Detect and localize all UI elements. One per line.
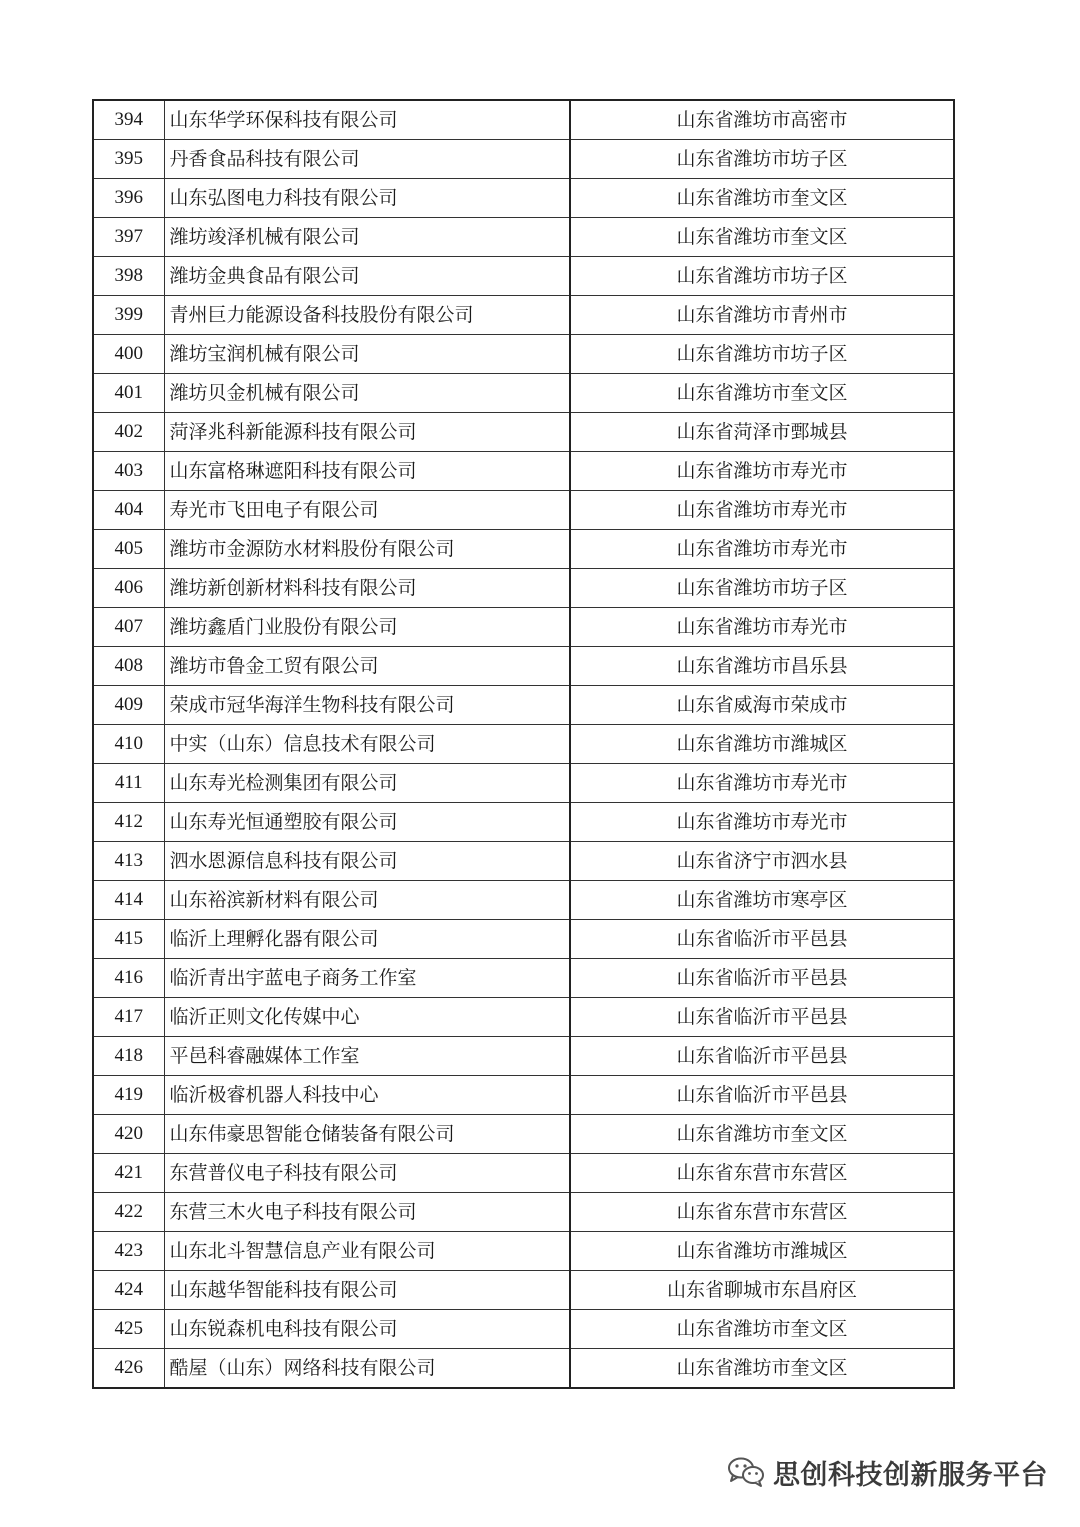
row-number: 401 bbox=[93, 374, 164, 413]
company-name: 潍坊新创新材料科技有限公司 bbox=[164, 569, 570, 608]
company-name: 东营普仪电子科技有限公司 bbox=[164, 1154, 570, 1193]
table-row bbox=[93, 764, 954, 803]
company-location: 山东省潍坊市高密市 bbox=[570, 100, 954, 140]
row-number: 403 bbox=[93, 452, 164, 491]
company-location: 山东省临沂市平邑县 bbox=[570, 920, 954, 959]
row-number: 424 bbox=[93, 1271, 164, 1310]
row-number: 420 bbox=[93, 1115, 164, 1154]
company-name: 东营三木火电子科技有限公司 bbox=[164, 1193, 570, 1232]
company-location: 山东省济宁市泗水县 bbox=[570, 842, 954, 881]
table-row bbox=[93, 335, 954, 374]
table-row bbox=[93, 1310, 954, 1349]
wechat-icon bbox=[727, 1456, 765, 1488]
company-name: 临沂青出宇蓝电子商务工作室 bbox=[164, 959, 570, 998]
row-number: 422 bbox=[93, 1193, 164, 1232]
company-name: 潍坊竣泽机械有限公司 bbox=[164, 218, 570, 257]
company-location: 山东省潍坊市潍城区 bbox=[570, 1232, 954, 1271]
row-number: 398 bbox=[93, 257, 164, 296]
company-location: 山东省潍坊市潍城区 bbox=[570, 725, 954, 764]
company-name: 山东寿光恒通塑胶有限公司 bbox=[164, 803, 570, 842]
company-location: 山东省潍坊市奎文区 bbox=[570, 218, 954, 257]
company-name: 临沂上理孵化器有限公司 bbox=[164, 920, 570, 959]
company-name: 山东华学环保科技有限公司 bbox=[164, 100, 570, 140]
company-name: 潍坊市鲁金工贸有限公司 bbox=[164, 647, 570, 686]
company-location: 山东省潍坊市寿光市 bbox=[570, 530, 954, 569]
table-row bbox=[93, 959, 954, 998]
company-location: 山东省潍坊市奎文区 bbox=[570, 179, 954, 218]
company-name: 菏泽兆科新能源科技有限公司 bbox=[164, 413, 570, 452]
row-number: 413 bbox=[93, 842, 164, 881]
row-number: 421 bbox=[93, 1154, 164, 1193]
company-location: 山东省潍坊市寒亭区 bbox=[570, 881, 954, 920]
company-name: 潍坊金典食品有限公司 bbox=[164, 257, 570, 296]
table-row bbox=[93, 647, 954, 686]
company-name: 丹香食品科技有限公司 bbox=[164, 140, 570, 179]
company-location: 山东省潍坊市寿光市 bbox=[570, 452, 954, 491]
table-row bbox=[93, 218, 954, 257]
company-name: 临沂正则文化传媒中心 bbox=[164, 998, 570, 1037]
table-row bbox=[93, 296, 954, 335]
row-number: 394 bbox=[93, 100, 164, 140]
company-name: 泗水恩源信息科技有限公司 bbox=[164, 842, 570, 881]
company-location: 山东省潍坊市坊子区 bbox=[570, 257, 954, 296]
company-location: 山东省聊城市东昌府区 bbox=[570, 1271, 954, 1310]
row-number: 400 bbox=[93, 335, 164, 374]
row-number: 419 bbox=[93, 1076, 164, 1115]
row-number: 402 bbox=[93, 413, 164, 452]
company-name: 潍坊市金源防水材料股份有限公司 bbox=[164, 530, 570, 569]
table-row bbox=[93, 257, 954, 296]
company-name: 山东伟豪思智能仓储装备有限公司 bbox=[164, 1115, 570, 1154]
table-body bbox=[93, 100, 954, 1388]
company-name: 酷屋（山东）网络科技有限公司 bbox=[164, 1349, 570, 1389]
row-number: 397 bbox=[93, 218, 164, 257]
table-row bbox=[93, 1037, 954, 1076]
company-location: 山东省临沂市平邑县 bbox=[570, 998, 954, 1037]
company-name: 临沂极睿机器人科技中心 bbox=[164, 1076, 570, 1115]
row-number: 399 bbox=[93, 296, 164, 335]
row-number: 425 bbox=[93, 1310, 164, 1349]
table-row bbox=[93, 998, 954, 1037]
row-number: 405 bbox=[93, 530, 164, 569]
row-number: 410 bbox=[93, 725, 164, 764]
company-name: 青州巨力能源设备科技股份有限公司 bbox=[164, 296, 570, 335]
row-number: 408 bbox=[93, 647, 164, 686]
row-number: 417 bbox=[93, 998, 164, 1037]
watermark-text: 思创科技创新服务平台 bbox=[773, 1459, 1048, 1491]
company-location: 山东省潍坊市坊子区 bbox=[570, 569, 954, 608]
company-location: 山东省潍坊市昌乐县 bbox=[570, 647, 954, 686]
table-row bbox=[93, 803, 954, 842]
table-row bbox=[93, 608, 954, 647]
company-location: 山东省东营市东营区 bbox=[570, 1154, 954, 1193]
company-location: 山东省威海市荣成市 bbox=[570, 686, 954, 725]
company-name: 平邑科睿融媒体工作室 bbox=[164, 1037, 570, 1076]
company-name: 中实（山东）信息技术有限公司 bbox=[164, 725, 570, 764]
company-name: 山东弘图电力科技有限公司 bbox=[164, 179, 570, 218]
company-name: 潍坊贝金机械有限公司 bbox=[164, 374, 570, 413]
company-name: 寿光市飞田电子有限公司 bbox=[164, 491, 570, 530]
company-location: 山东省东营市东营区 bbox=[570, 1193, 954, 1232]
table-row bbox=[93, 1349, 954, 1389]
table-row bbox=[93, 179, 954, 218]
company-name: 山东寿光检测集团有限公司 bbox=[164, 764, 570, 803]
row-number: 395 bbox=[93, 140, 164, 179]
row-number: 404 bbox=[93, 491, 164, 530]
table-row bbox=[93, 686, 954, 725]
table-row bbox=[93, 1271, 954, 1310]
table-row bbox=[93, 920, 954, 959]
company-table bbox=[92, 99, 955, 1389]
table-row bbox=[93, 530, 954, 569]
table-row bbox=[93, 1076, 954, 1115]
company-name: 山东越华智能科技有限公司 bbox=[164, 1271, 570, 1310]
company-name: 潍坊鑫盾门业股份有限公司 bbox=[164, 608, 570, 647]
table-row bbox=[93, 1232, 954, 1271]
table-row bbox=[93, 452, 954, 491]
row-number: 415 bbox=[93, 920, 164, 959]
row-number: 412 bbox=[93, 803, 164, 842]
company-name: 山东锐森机电科技有限公司 bbox=[164, 1310, 570, 1349]
company-location: 山东省潍坊市寿光市 bbox=[570, 803, 954, 842]
company-name: 荣成市冠华海洋生物科技有限公司 bbox=[164, 686, 570, 725]
table-row bbox=[93, 1154, 954, 1193]
row-number: 406 bbox=[93, 569, 164, 608]
table-row bbox=[93, 100, 954, 140]
company-location: 山东省潍坊市寿光市 bbox=[570, 764, 954, 803]
company-location: 山东省潍坊市奎文区 bbox=[570, 1349, 954, 1389]
company-name: 山东富格琳遮阳科技有限公司 bbox=[164, 452, 570, 491]
table-row bbox=[93, 491, 954, 530]
row-number: 423 bbox=[93, 1232, 164, 1271]
table-row bbox=[93, 374, 954, 413]
table-row bbox=[93, 413, 954, 452]
company-location: 山东省潍坊市奎文区 bbox=[570, 1310, 954, 1349]
company-location: 山东省潍坊市奎文区 bbox=[570, 1115, 954, 1154]
company-name: 山东北斗智慧信息产业有限公司 bbox=[164, 1232, 570, 1271]
company-location: 山东省潍坊市寿光市 bbox=[570, 608, 954, 647]
table-row bbox=[93, 1193, 954, 1232]
table-row bbox=[93, 569, 954, 608]
row-number: 416 bbox=[93, 959, 164, 998]
row-number: 411 bbox=[93, 764, 164, 803]
company-location: 山东省潍坊市坊子区 bbox=[570, 335, 954, 374]
table-row bbox=[93, 842, 954, 881]
table-row bbox=[93, 881, 954, 920]
row-number: 426 bbox=[93, 1349, 164, 1389]
company-location: 山东省临沂市平邑县 bbox=[570, 1037, 954, 1076]
company-location: 山东省潍坊市坊子区 bbox=[570, 140, 954, 179]
table-row bbox=[93, 140, 954, 179]
company-location: 山东省潍坊市青州市 bbox=[570, 296, 954, 335]
table-row bbox=[93, 1115, 954, 1154]
company-location: 山东省临沂市平邑县 bbox=[570, 1076, 954, 1115]
table-row bbox=[93, 725, 954, 764]
company-location: 山东省菏泽市鄄城县 bbox=[570, 413, 954, 452]
row-number: 409 bbox=[93, 686, 164, 725]
watermark bbox=[727, 1450, 1048, 1494]
company-location: 山东省潍坊市奎文区 bbox=[570, 374, 954, 413]
row-number: 396 bbox=[93, 179, 164, 218]
row-number: 407 bbox=[93, 608, 164, 647]
row-number: 414 bbox=[93, 881, 164, 920]
company-name: 山东裕滨新材料有限公司 bbox=[164, 881, 570, 920]
company-location: 山东省潍坊市寿光市 bbox=[570, 491, 954, 530]
row-number: 418 bbox=[93, 1037, 164, 1076]
company-location: 山东省临沂市平邑县 bbox=[570, 959, 954, 998]
company-name: 潍坊宝润机械有限公司 bbox=[164, 335, 570, 374]
